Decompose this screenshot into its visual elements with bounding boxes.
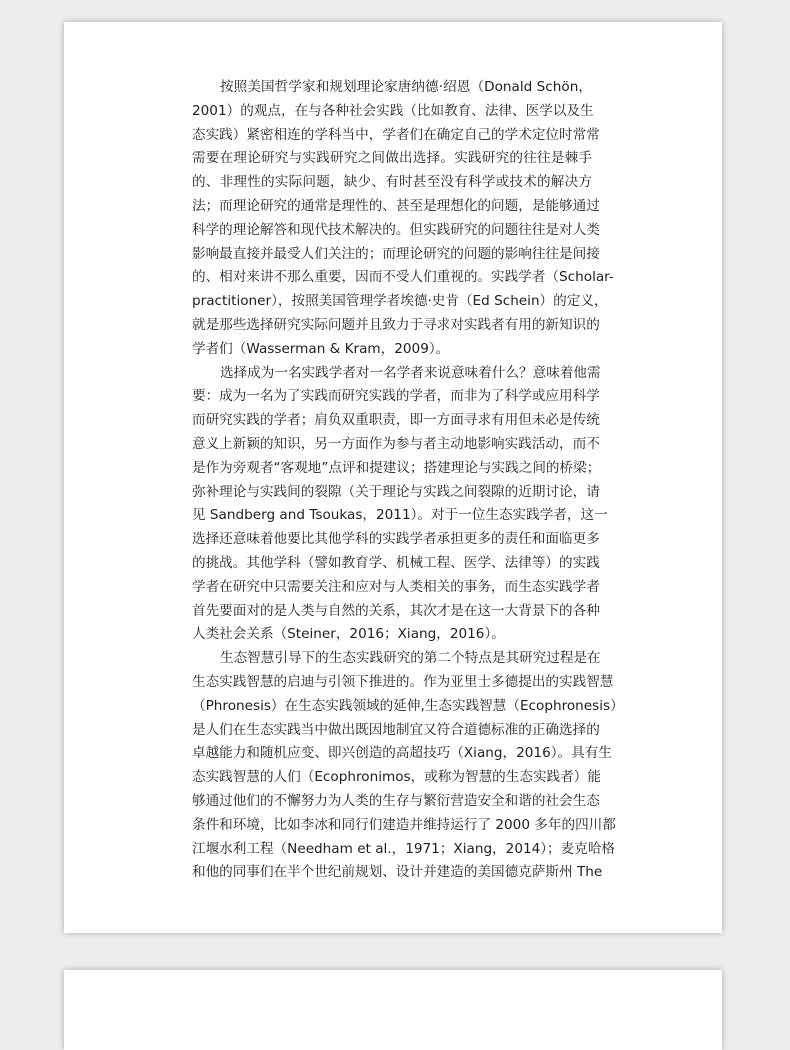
text-line: 的、非理性的实际问题，缺少、有时甚至没有科学或技术的解决方 [192, 174, 592, 191]
paragraph [192, 362, 608, 648]
text-line: 法；而理论研究的通常是理性的、甚至是理想化的问题，是能够通过 [192, 197, 600, 214]
text-line: 首先要面对的是人类与自然的关系，其次才是在这一大背景下的各种 [192, 602, 600, 619]
text-line: 态实践）紧密相连的学科当中，学者们在确定自己的学术定位时常常 [192, 126, 600, 143]
text-line: practitioner），按照美国管理学者埃德·史肯（Ed Schein）的定义， [192, 293, 608, 310]
text-line: 选择成为一名实践学者对一名学者来说意味着什么？意味着他需 [220, 364, 601, 381]
text-line: 的、相对来讲不那么重要，因而不受人们重视的。实践学者（Scholar- [192, 269, 614, 286]
text-line: 人类社会关系（Steiner，2016；Xiang，2016）。 [192, 626, 505, 643]
text-line: 要：成为一名为了实践而研究实践的学者，而非为了科学或应用科学 [192, 388, 600, 405]
text-line: 2001）的观点，在与各种社会实践（比如教育、法律、医学以及生 [192, 102, 594, 119]
text-line: 需要在理论研究与实践研究之间做出选择。实践研究的往往是棘手 [192, 150, 592, 167]
text-line: 意义上新颖的知识，另一方面作为参与者主动地影响实践活动，而不 [192, 435, 600, 452]
text-line: 和他的同事们在半个世纪前规划、设计并建造的美国德克萨斯州 The [192, 864, 603, 881]
document-page-2 [64, 970, 722, 1050]
paragraph [192, 647, 624, 885]
text-line: 就是那些选择研究实际问题并且致力于寻求对实践者有用的新知识的 [192, 316, 600, 333]
text-line: 弥补理论与实践间的裂隙（关于理论与实践之间裂隙的近期讨论，请 [192, 483, 600, 500]
text-line: 按照美国哲学家和规划理论家唐纳德·绍恩（Donald Schön， [220, 79, 592, 95]
text-line: 江堰水利工程（Needham et al.，1971；Xiang，2014）；麦克哈格 [192, 840, 616, 857]
text-line: 生态智慧引导下的生态实践研究的第二个特点是其研究过程是在 [220, 650, 601, 667]
text-line: 条件和环境，比如李冰和同行们建造并维持运行了 2000 多年的四川都 [192, 816, 616, 833]
body-text [192, 76, 624, 885]
text-line: 卓越能力和随机应变、即兴创造的高超技巧（Xiang，2016）。具有生 [192, 745, 612, 762]
document-page-1 [64, 22, 722, 933]
paragraph [192, 76, 614, 362]
text-line: 生态实践智慧的启迪与引领下推进的。作为亚里士多德提出的实践智慧 [192, 673, 614, 690]
text-line: 学者们（Wasserman & Kram，2009）。 [192, 340, 450, 357]
text-line: 影响最直接并最受人们关注的；而理论研究的问题的影响往往是间接 [192, 245, 600, 262]
text-line: 而研究实践的学者；肩负双重职责，即一方面寻求有用但未必是传统 [192, 412, 600, 429]
text-line: 是作为旁观者“客观地”点评和提建议；搭建理论与实践之间的桥梁； [192, 459, 601, 476]
text-line: 态实践智慧的人们（Ecophronimos，或称为智慧的生态实践者）能 [192, 769, 601, 786]
text-line: 选择还意味着他要比其他学科的实践学者承担更多的责任和面临更多 [192, 531, 600, 548]
text-line: 学者在研究中只需要关注和应对与人类相关的事务，而生态实践学者 [192, 578, 600, 595]
text-line: 科学的理论解答和现代技术解决的。但实践研究的问题往往是对人类 [192, 221, 600, 238]
text-line: 见 Sandberg and Tsoukas，2011）。对于一位生态实践学者，这一 [192, 507, 608, 524]
text-line: 是人们在生态实践当中做出既因地制宜又符合道德标准的正确选择的 [192, 721, 600, 738]
text-line: 的挑战。其他学科（譬如教育学、机械工程、医学、法律等）的实践 [192, 554, 600, 571]
text-line: 够通过他们的不懈努力为人类的生存与繁衍营造安全和谐的社会生态 [192, 792, 600, 809]
text-line: （Phronesis）在生态实践领域的延伸,生态实践智慧（Ecophronesis） [192, 697, 624, 714]
